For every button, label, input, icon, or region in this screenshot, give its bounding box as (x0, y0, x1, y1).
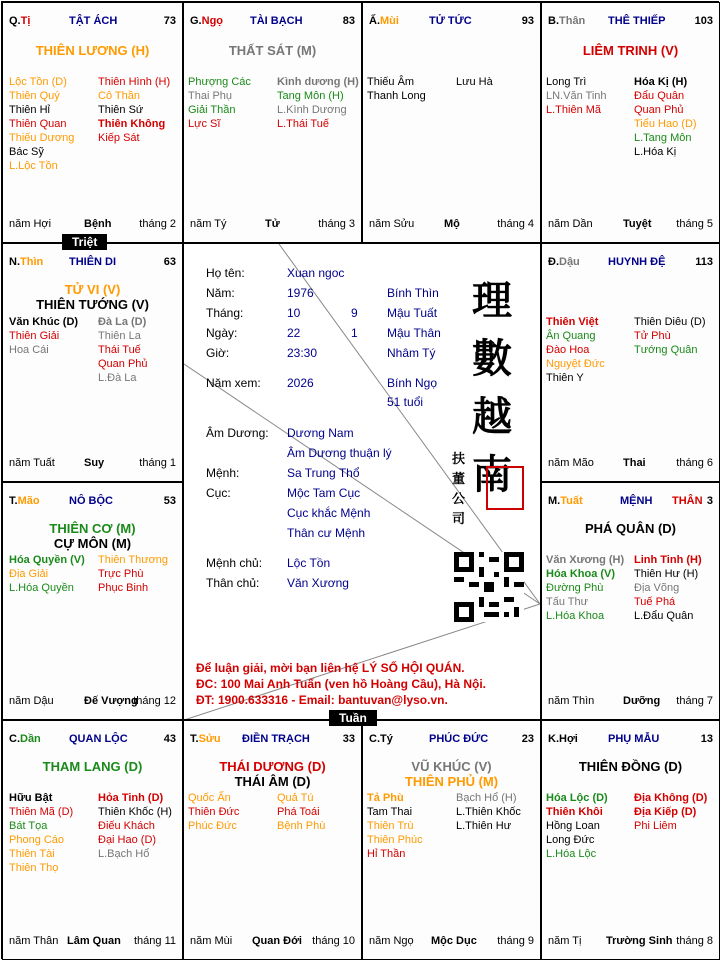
cell-pos: C.Tý (369, 733, 393, 745)
star-list-left: Văn Khúc (D) Thiên Giải Hoa Cái (9, 316, 79, 356)
contact-line-3: ĐT: 1900.633316 - Email: bantuvan@lyso.vn. (196, 693, 448, 707)
cell-footer: năm Thìn Dưỡng tháng 7 (548, 695, 713, 707)
palace-age: 13 (700, 733, 713, 745)
palace-dan[interactable] (2, 720, 183, 960)
cell-footer: năm Dần Tuyệt tháng 5 (548, 218, 713, 230)
palace-age: 43 (163, 733, 176, 745)
cell-pos: T.Mão (9, 495, 40, 507)
value-cuc: Mộc Tam Cục (287, 486, 361, 500)
palace-ti[interactable] (2, 2, 183, 243)
palace-age: 93 (521, 15, 534, 27)
star-list-left: Tả Phù Tam Thai Thiên Trù Thiên Phúc Hỉ Thần (367, 792, 423, 860)
label-menhchu: Mệnh chủ: (206, 556, 263, 570)
label-cuc: Cục: (206, 486, 231, 500)
value-hour: 23:30 (287, 346, 318, 360)
star-list-left: Phượng Các Thai Phụ Giải Thần Lực Sĩ (188, 76, 251, 130)
palace-mui[interactable] (362, 2, 541, 243)
star-list-right: Hóa Kị (H) Đẩu Quân Quan Phủ Tiểu Hao (D) L.Tang Môn L.Hóa Kị (634, 76, 697, 158)
star-list-right: Linh Tinh (H) Thiên Hư (H) Địa Võng Tuế Phá L.Đẩu Quân (634, 554, 702, 622)
star-list-right: Địa Không (D) Địa Kiếp (D) Phi Liêm (634, 792, 708, 832)
cell-pos: B.Thân (548, 15, 586, 27)
palace-name: NÔ BỘC (69, 495, 113, 507)
value-amduong-2: Âm Dương thuận lý (287, 446, 392, 460)
palace-dau[interactable] (541, 243, 720, 482)
main-star: THIÊN ĐỒNG (D) (578, 759, 683, 774)
value-month-lunar: 9 (351, 306, 358, 320)
main-star: THAM LANG (D) (42, 759, 143, 774)
star-list-left: Long Trì LN.Văn Tinh L.Thiên Mã (546, 76, 607, 116)
label-menh: Mệnh: (206, 466, 240, 480)
star-list-right: Đà La (D) Thiên La Thái Tuế Quan Phủ L.Đà La (98, 316, 148, 384)
palace-name: TẬT ÁCH (69, 15, 118, 27)
cell-pos: Đ.Dậu (548, 256, 580, 268)
cell-footer: năm Dậu Đế Vượng tháng 12 (9, 695, 176, 707)
palace-thin[interactable] (2, 243, 183, 482)
value-age: 51 tuổi (387, 395, 424, 409)
palace-name: MỆNH (620, 495, 653, 507)
label-day: Ngày: (206, 326, 238, 340)
star-list-left: Văn Xương (H) Hóa Khoa (V) Đường Phù Tấu Thư L.Hóa Khoa (546, 554, 625, 622)
star-list-left: Hóa Quyền (V) Địa Giải L.Hóa Quyền (9, 554, 85, 594)
palace-than[interactable] (541, 2, 720, 243)
label-viewyear: Năm xem: (206, 376, 261, 390)
star-list-left: Lộc Tồn (D) Thiên Quý Thiên Hỉ Thiên Quan Thiếu Dương Bác Sỹ L.Lộc Tồn (9, 76, 75, 172)
red-seal-icon (486, 466, 524, 510)
cell-pos: C.Dần (9, 733, 41, 745)
palace-name: HUYNH ĐỆ (608, 256, 666, 268)
value-thanchu: Văn Xương (287, 576, 349, 590)
value-menhchu: Lộc Tồn (287, 556, 331, 570)
star-list-right: Hỏa Tinh (D) Thiên Khốc (H) Điếu Khách Đại Hao (D) L.Bạch Hổ (98, 792, 172, 860)
value-name: Xuan ngoc (287, 266, 345, 280)
cell-footer: năm Ngọ Mộc Dục tháng 9 (369, 935, 534, 947)
main-star-2: THIÊN PHỦ (M) (404, 774, 499, 789)
contact-line-1: Để luận giải, mời bạn liên hệ LÝ SỐ HỘI QUÁN. (196, 661, 465, 675)
label-hour: Giờ: (206, 346, 230, 360)
label-name: Họ tên: (206, 266, 245, 280)
palace-hoi[interactable] (541, 720, 720, 960)
value-day-lunar: 1 (351, 326, 358, 340)
main-star: VŨ KHÚC (V) (411, 759, 492, 774)
palace-ngo[interactable] (183, 2, 362, 243)
value-viewyear-cc: Bính Ngọ (387, 376, 438, 390)
palace-age: 23 (521, 733, 534, 745)
label-amduong: Âm Dương: (206, 426, 269, 440)
palace-name: THIÊN DI (69, 256, 117, 268)
calligraphy-small: 扶 董 公 司 (452, 452, 466, 527)
palace-name: PHỤ MẪU (608, 733, 660, 745)
star-list-right: Kình dương (H) Tang Môn (H) L.Kình Dương L.Thái Tuế (277, 76, 359, 130)
cell-footer: năm Mão Thai tháng 6 (548, 457, 713, 469)
cell-footer: năm Hợi Bệnh tháng 2 (9, 218, 176, 230)
qr-code-icon[interactable] (454, 552, 524, 622)
palace-name: PHÚC ĐỨC (429, 733, 489, 745)
cell-footer: năm Mùi Quan Đới tháng 10 (190, 935, 355, 947)
cell-pos: Q.Tị (9, 15, 31, 27)
main-star-2: THÁI ÂM (D) (234, 774, 311, 789)
star-list-right: Lưu Hà (456, 76, 493, 88)
cell-footer: năm Tuất Suy tháng 1 (9, 457, 176, 469)
value-viewyear: 2026 (287, 376, 314, 390)
tuan-tag: Tuần (329, 710, 377, 726)
value-year: 1976 (287, 286, 314, 300)
label-year: Năm: (206, 286, 235, 300)
main-star: THIÊN LƯƠNG (H) (35, 43, 150, 58)
palace-age: 33 (342, 733, 355, 745)
horoscope-board (1, 1, 719, 959)
cell-footer: năm Thân Lâm Quan tháng 11 (9, 935, 176, 947)
palace-age: 83 (342, 15, 355, 27)
palace-age: 63 (163, 256, 176, 268)
value-month-cc: Mậu Tuất (387, 306, 438, 320)
cell-pos: K.Hợi (548, 733, 578, 745)
calligraphy: 理 數 越 南 (472, 277, 512, 498)
star-list-left: Hữu Bật Thiên Mã (D) Bát Tọa Phong Cáo Thiên Tài Thiên Thọ (9, 792, 74, 874)
star-list-right: Thiên Diêu (D) Tử Phù Tướng Quân (634, 316, 706, 356)
palace-name: ĐIỀN TRẠCH (242, 733, 310, 745)
palace-age: 53 (163, 495, 176, 507)
triet-tag: Triệt (62, 234, 107, 250)
value-menh: Sa Trung Thổ (287, 466, 360, 480)
palace-name: TÀI BẠCH (250, 15, 303, 27)
main-star-2: THIÊN TƯỚNG (V) (36, 297, 149, 312)
main-star: LIÊM TRINH (V) (582, 43, 679, 58)
star-list-left: Thiếu Âm Thanh Long (367, 76, 426, 102)
star-list-right: Thiên Thương Trực Phù Phục Binh (98, 554, 169, 594)
palace-age: 3 (706, 495, 713, 507)
value-amduong: Dương Nam (287, 426, 354, 440)
palace-name: THÊ THIẾP (608, 15, 666, 27)
star-list-right: Quả Tú Phá Toái Bệnh Phù (277, 792, 326, 832)
value-day-cc: Mậu Thân (387, 326, 441, 340)
main-star: THIÊN CƠ (M) (49, 521, 136, 536)
palace-age: 103 (694, 15, 713, 27)
main-star: PHÁ QUÂN (D) (585, 521, 676, 536)
cell-pos: T.Sửu (190, 733, 221, 745)
star-list-left: Thiên Việt Ân Quang Đào Hoa Nguyệt Đức Thiên Y (546, 316, 605, 384)
cell-footer: năm Tị Trường Sinh tháng 8 (548, 935, 713, 947)
star-list-left: Quốc Ấn Thiên Đức Phúc Đức (188, 792, 240, 832)
cell-pos: M.Tuất (548, 495, 583, 507)
palace-tuat[interactable] (541, 482, 720, 720)
palace-name: QUAN LỘC (69, 733, 128, 745)
palace-age: 73 (163, 15, 176, 27)
main-star: THÁI DƯƠNG (D) (219, 759, 326, 774)
value-month: 10 (287, 306, 301, 320)
cell-footer: năm Tý Tử tháng 3 (190, 218, 355, 230)
cell-pos: Ấ.Mùi (369, 15, 399, 27)
star-list-right: Bạch Hổ (H) L.Thiên Khốc L.Thiên Hư (456, 792, 521, 832)
value-day: 22 (287, 326, 301, 340)
contact-line-2: ĐC: 100 Mai Anh Tuấn (ven hồ Hoàng Cầu), Hà Nội. (196, 677, 487, 691)
value-year-cc: Bính Thìn (387, 286, 439, 300)
star-list-right: Thiên Hình (H) Cô Thần Thiên Sứ Thiên Không Kiếp Sát (98, 76, 171, 144)
main-star: TỬ VI (V) (64, 282, 121, 297)
palace-mao[interactable] (2, 482, 183, 720)
main-star-2: CỰ MÔN (M) (53, 536, 132, 551)
label-month: Tháng: (206, 306, 244, 320)
label-thanchu: Thân chủ: (206, 576, 260, 590)
palace-age: 113 (695, 256, 713, 268)
palace-name: TỬ TỨC (429, 15, 472, 27)
cell-pos: N.Thìn (9, 256, 44, 268)
star-list-left: Hóa Lộc (D) Thiên Khôi Hồng Loan Long Đức L.Hóa Lộc (546, 792, 608, 860)
cell-pos: G.Ngọ (190, 15, 224, 27)
main-star: THẤT SÁT (M) (228, 43, 317, 58)
value-cuc-3: Thân cư Mệnh (287, 526, 366, 540)
palace-suu[interactable] (183, 720, 362, 960)
value-cuc-2: Cục khắc Mệnh (287, 506, 371, 520)
cell-footer: năm Sửu Mộ tháng 4 (369, 218, 534, 230)
value-hour-cc: Nhâm Tý (387, 346, 436, 360)
palace-ty[interactable] (362, 720, 541, 960)
center-info-panel (183, 243, 541, 720)
than-badge: THÂN (672, 495, 703, 507)
